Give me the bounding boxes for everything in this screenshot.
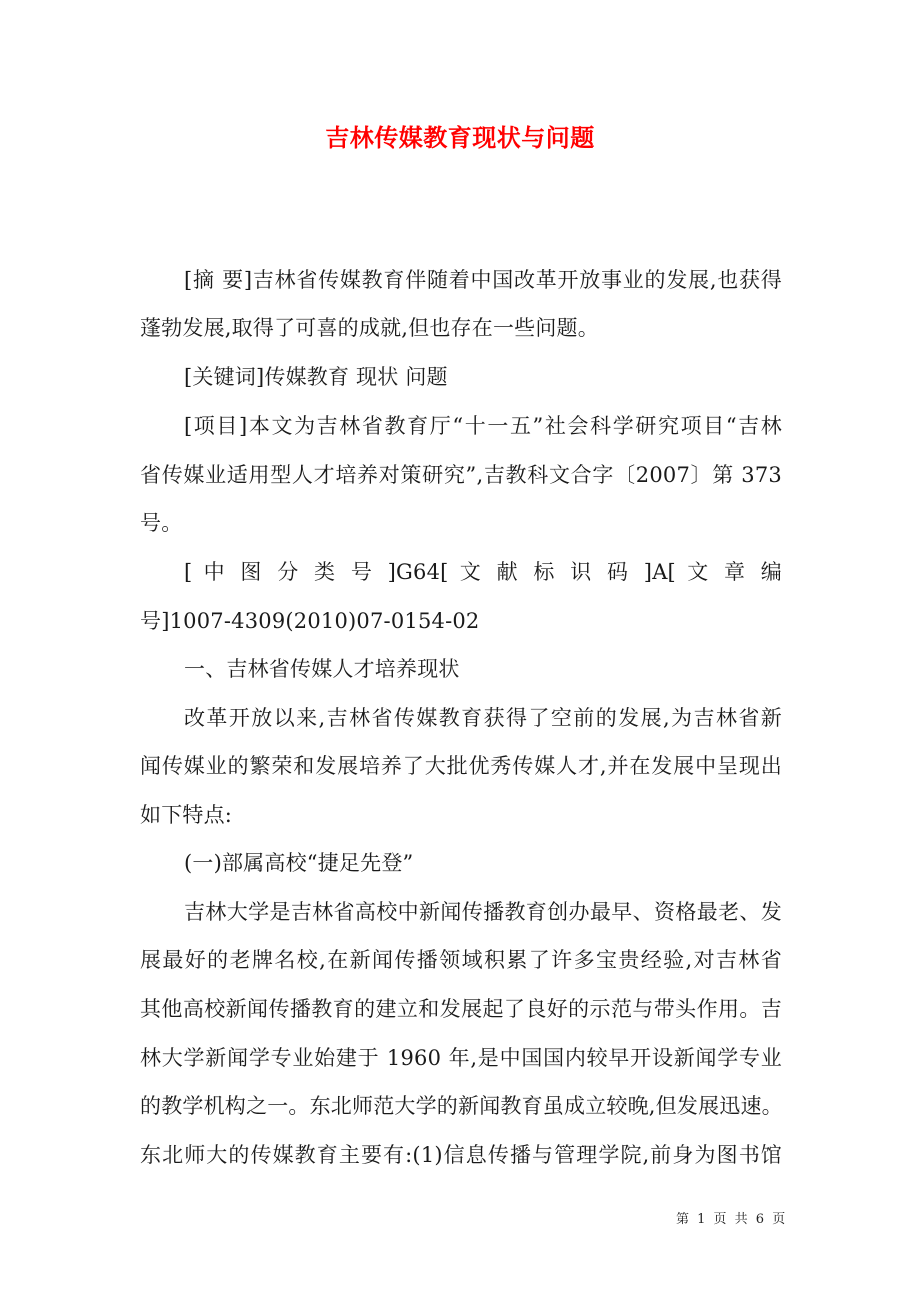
project-line-2: 省传媒业适用型人才培养对策研究”,吉教科文合字〔2007〕第 373 [140, 463, 782, 487]
paragraph-line: 闻传媒业的繁荣和发展培养了大批优秀传媒人才,并在发展中呈现出 [140, 754, 782, 778]
paragraph-line: 吉林大学是吉林省高校中新闻传播教育创办最早、资格最老、发 [184, 900, 782, 924]
abstract-line-1: [摘 要]吉林省传媒教育伴随着中国改革开放事业的发展,也获得 [184, 268, 782, 292]
paragraph-line: 其他高校新闻传播教育的建立和发展起了良好的示范与带头作用。吉 [140, 997, 782, 1021]
paragraph-line: 改革开放以来,吉林省传媒教育获得了空前的发展,为吉林省新 [184, 706, 782, 730]
subsection-heading-1: (一)部属高校“捷足先登” [184, 851, 414, 875]
paragraph-line: 林大学新闻学专业始建于 1960 年,是中国国内较早开设新闻学专业 [140, 1046, 782, 1070]
classification-line-2: 号]1007-4309(2010)07-0154-02 [140, 609, 480, 633]
page-number: 第 1 页 共 6 页 [676, 1212, 786, 1227]
paragraph-line: 东北师大的传媒教育主要有:(1)信息传播与管理学院,前身为图书馆 [140, 1143, 782, 1167]
project-line-3: 号。 [140, 511, 183, 535]
paragraph-line: 如下特点: [140, 803, 233, 827]
paragraph-line: 展最好的老牌名校,在新闻传播领域积累了许多宝贵经验,对吉林省 [140, 948, 782, 972]
abstract-line-2: 蓬勃发展,取得了可喜的成就,但也存在一些问题。 [140, 316, 599, 340]
section-heading-1: 一、吉林省传媒人才培养现状 [184, 657, 460, 681]
keywords-line: [关键词]传媒教育 现状 问题 [184, 365, 448, 389]
project-line-1: [项目]本文为吉林省教育厅“十一五”社会科学研究项目“吉林 [184, 414, 782, 438]
classification-line-1: [ 中 图 分 类 号 ]G64[ 文 献 标 识 码 ]A[ 文 章 编 [184, 560, 782, 584]
paragraph-line: 的教学机构之一。东北师范大学的新闻教育虽成立较晚,但发展迅速。 [140, 1094, 783, 1118]
document-title: 吉林传媒教育现状与问题 [325, 124, 595, 152]
